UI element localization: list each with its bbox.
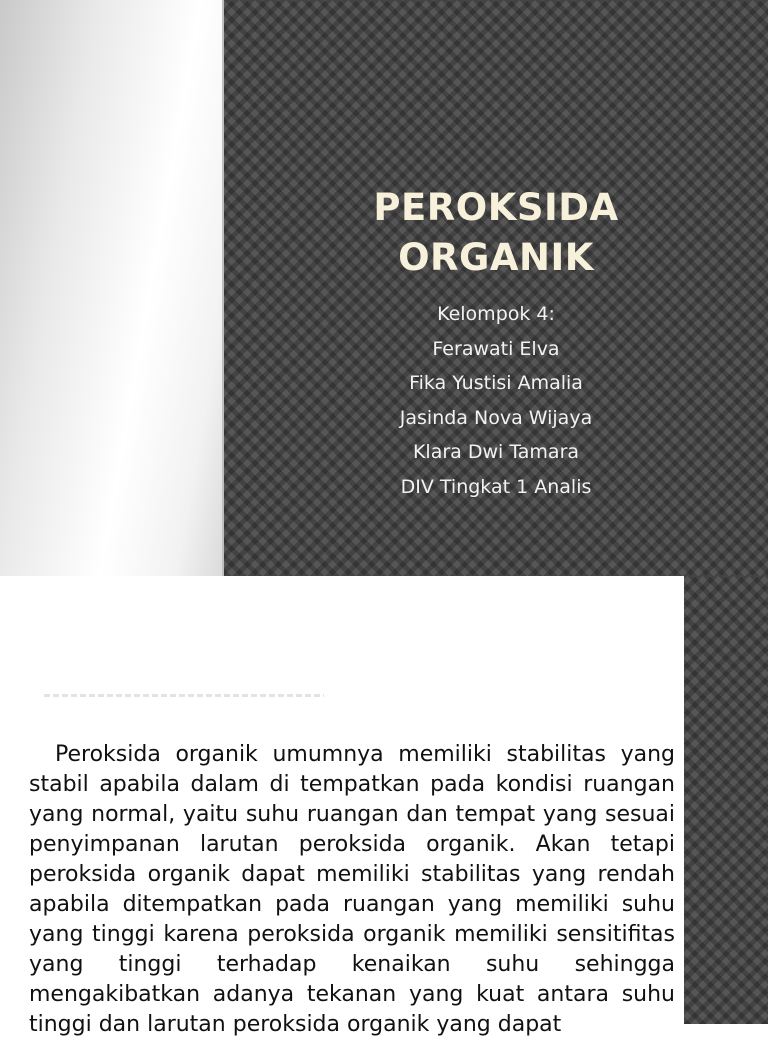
class-label: DIV Tingkat 1 Analis (400, 475, 592, 498)
slide-title-line-1: PEROKSIDA (373, 186, 619, 229)
patterned-strip (684, 576, 768, 1024)
slide-title (304, 183, 688, 283)
member-name: Ferawati Elva (432, 337, 560, 360)
slide-title-line-2: ORGANIK (398, 236, 594, 279)
member-name: Jasinda Nova Wijaya (399, 406, 593, 429)
group-label: Kelompok 4: (437, 303, 555, 325)
member-name: Fika Yustisi Amalia (409, 372, 583, 394)
gradient-panel (0, 0, 224, 576)
body-paragraph: Peroksida organik umumnya memiliki stabilitas yang stabil apabila dalam di tempatkan pada kondisi ruangan yang normal, yaitu suhu ruangan dan tempat yang sesuai penyimpanan larutan peroksida organik. Akan tetapi peroksida organik dapat memiliki stabilitas yang rendah apabila ditempatkan pada ruangan yang memiliki suhu yang tinggi karena peroksida organik memiliki sensitifitas yang tinggi terhadap kenaikan suhu sehingga mengakibatkan adanya tekanan yang kuat antara suhu tinggi dan larutan peroksida organik yang dapat (29, 742, 675, 1037)
group-credits (304, 297, 688, 504)
faint-header-line (44, 694, 324, 697)
content-slide (0, 576, 768, 1037)
member-name: Klara Dwi Tamara (412, 441, 580, 463)
